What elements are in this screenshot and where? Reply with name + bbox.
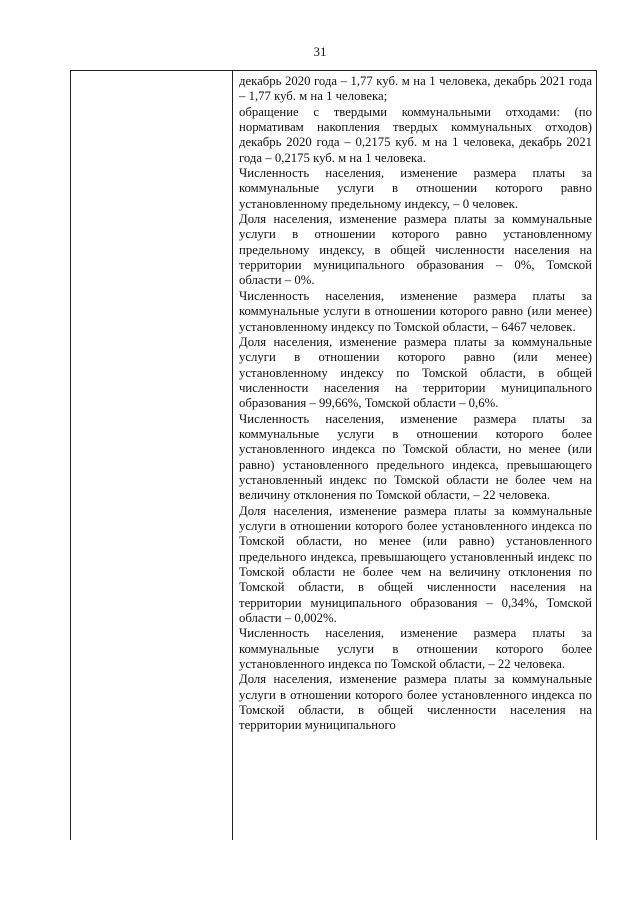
table-right-column bbox=[239, 74, 592, 734]
paragraph-share-regional-index: Доля населения, изменение размера платы за коммунальные услуги в отношении которого равно (или менее) установленному индексу по Томской области, в общей численности населения на территории муниципального образования – 99,66%, Томской области – 0,6%. bbox=[239, 334, 592, 411]
paragraph-share-more-than-index: Доля населения, изменение размера платы за коммунальные услуги в отношении которого более установленного индекса по Томской области, в общей численности населения на территории муниципального bbox=[239, 672, 592, 733]
paragraph-population-limit-index: Численность населения, изменение размера платы за коммунальные услуги в отношении которого равно установленному предельному индексу, – 0 человек. bbox=[239, 166, 592, 211]
paragraph-population-more-than-index: Численность населения, изменение размера платы за коммунальные услуги в отношении которого более установленного индекса по Томской области, – 22 человека. bbox=[239, 626, 592, 672]
paragraph-water-consumption: декабрь 2020 года – 1,77 куб. м на 1 человека, декабрь 2021 года – 1,77 куб. м на 1 человека; bbox=[239, 74, 592, 104]
page-number: 31 bbox=[313, 44, 327, 59]
table-left-column bbox=[71, 71, 233, 840]
paragraph-share-limit-index: Доля населения, изменение размера платы за коммунальные услуги в отношении которого равно установленному предельному индексу, в общей численности населения на территории муниципального образования – 0%, Томской области – 0%. bbox=[239, 212, 592, 288]
document-table bbox=[70, 70, 597, 840]
paragraph-population-above-regional: Численность населения, изменение размера платы за коммунальные услуги в отношении которого более установленного индекса по Томской области, но менее (или равно) установленного предельного индекса, превышающего установленный индекс по Томской области не более чем на величину отклонения по Томской области, – 22 человека. bbox=[239, 411, 592, 503]
paragraph-population-regional-index: Численность населения, изменение размера платы за коммунальные услуги в отношении которого равно (или менее) установленному индексу по Томской области, – 6467 человек. bbox=[239, 288, 592, 334]
paragraph-share-above-regional: Доля населения, изменение размера платы за коммунальные услуги в отношении которого более установленного индекса по Томской области, но менее (или равно) установленного предельного индекса, превышающего установленный индекс по Томской области не более чем на величину отклонения по Томской области, в общей численности населения на территории муниципального образования – 0,34%, Томской области – 0,002%. bbox=[239, 503, 592, 626]
paragraph-solid-waste: обращение с твердыми коммунальными отходами: (по нормативам накопления твердых коммунальных отходов) декабрь 2020 года – 0,2175 куб. м на 1 человека, декабрь 2021 года – 0,2175 куб. м на 1 человека. bbox=[239, 104, 592, 165]
